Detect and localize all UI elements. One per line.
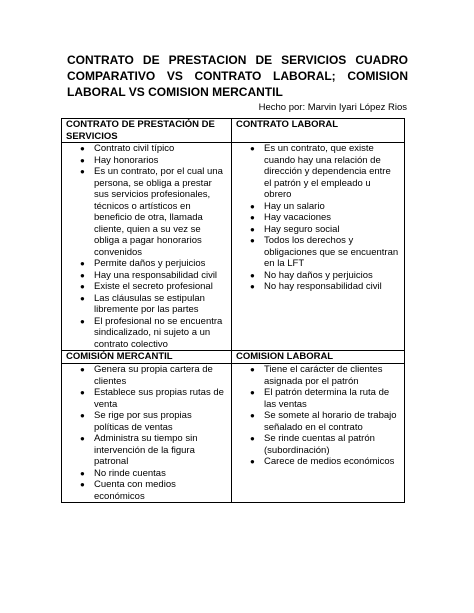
list-item [236,224,400,236]
bullet-icon: ● [250,411,255,420]
list-item [66,468,227,480]
bullet-list [66,143,227,350]
bullet-icon: ● [250,365,255,374]
bullet-icon: ● [80,293,85,303]
bullet-icon: ● [80,388,85,397]
list-item-text: Se rinde cuentas al patrón (subordinación) [264,433,375,456]
list-item [236,433,400,456]
list-item [66,410,227,433]
list-item [236,410,400,433]
bullet-icon: ● [80,282,85,291]
bullet-icon: ● [80,270,85,280]
list-item-text: Establece sus propias rutas de venta [94,387,224,410]
list-item [236,235,400,270]
bullet-icon: ● [80,365,85,374]
bullet-icon: ● [80,155,85,165]
list-item-text: Administra su tiempo sin intervención de la figura patronal [94,433,198,467]
list-item [66,316,227,351]
list-item [66,433,227,468]
list-item-text: Hay honorarios [94,154,159,166]
list-item [236,281,400,293]
list-item-text: El profesional no se encuentra sindicalizado, ni sujeto a un contrato colectivo [94,315,223,350]
list-item [66,293,227,316]
bullet-icon: ● [80,434,85,443]
list-item-text: Carece de medios económicos [264,456,395,467]
table-header-row-2 [62,351,405,364]
list-item-text: Las cláusulas se estipulan libremente por las partes [94,292,205,315]
list-item [236,201,400,213]
list-item-text: No hay responsabilidad civil [264,281,382,292]
list-item-text: Hay un salario [264,200,325,212]
list-item [236,387,400,410]
list-item-text: No rinde cuentas [94,467,166,479]
bullet-icon: ● [250,270,255,280]
bullet-icon: ● [250,224,255,234]
list-item [66,143,227,155]
list-item-text: Es un contrato, por el cual una persona, se obliga a prestar sus servicios profesionales, técnicos o artísticos en beneficio de otra, llamada cliente, quien a su vez se obliga a pagar honorarios convenidos [94,166,223,258]
list-item [66,281,227,293]
bullet-list [66,364,227,502]
bullet-icon: ● [250,457,255,466]
comparison-table [61,118,405,503]
bullet-icon: ● [80,480,85,489]
list-item [236,456,400,468]
list-item [66,479,227,502]
list-item-text: Se somete al horario de trabajo señalado en el contrato [264,410,397,433]
header-cell-comision-mercantil [62,351,232,364]
list-item-text: Existe el secreto profesional [94,281,213,292]
bullet-icon: ● [250,144,255,153]
list-item-text: Todos los derechos y obligaciones que se encuentran en la LFT [264,235,399,269]
list-item [236,212,400,224]
list-item-text: Se rige por sus propias políticas de ventas [94,410,192,433]
list-item-text: Es un contrato, que existe cuando hay una relación de dirección y dependencia entre el patrón y el empleado u obrero [264,143,391,200]
author-line: Hecho por: Marvin Iyari López Rios [258,102,407,113]
cell-laboral-items [232,143,405,351]
bullet-list [236,364,400,468]
list-item-text: Hay vacaciones [264,212,332,223]
bullet-icon: ● [80,167,85,176]
bullet-icon: ● [80,468,85,478]
table-row-2 [62,364,405,503]
bullet-icon: ● [80,411,85,420]
list-item-text: No hay daños y perjuicios [264,269,373,281]
cell-servicios-items [62,143,232,351]
column-heading: COMISION LABORAL [236,351,334,362]
bullet-icon: ● [80,144,85,153]
document-title: CONTRATO DE PRESTACION DE SERVICIOS CUADRO COMPARATIVO VS CONTRATO LABORAL; COMISION LABORAL VS COMISION MERCANTIL [67,53,408,99]
list-item-text: Contrato civil típico [94,143,175,154]
cell-mercantil-items [62,364,232,503]
bullet-icon: ● [250,434,255,443]
cell-comision-laboral-items [232,364,405,503]
column-heading: CONTRATO LABORAL [236,119,339,130]
header-cell-servicios [62,119,232,143]
bullet-icon: ● [250,388,255,397]
list-item-text: El patrón determina la ruta de las ventas [264,387,390,410]
column-heading: COMISIÓN MERCANTIL [66,351,173,362]
list-item [66,270,227,282]
bullet-icon: ● [80,259,85,268]
list-item-text: Permite daños y perjuicios [94,258,206,269]
list-item [66,364,227,387]
list-item-text: Hay una responsabilidad civil [94,269,218,281]
bullet-icon: ● [250,201,255,211]
bullet-list [236,143,400,293]
list-item-text: Genera su propia cartera de clientes [94,364,213,387]
list-item-text: Hay seguro social [264,223,340,235]
list-item [66,155,227,167]
list-item-text: Tiene el carácter de clientes asignada por el patrón [264,364,383,387]
list-item [66,166,227,258]
column-heading: CONTRATO DE PRESTACIÓN DE SERVICIOS [66,119,215,142]
list-item [236,143,400,201]
header-cell-laboral [232,119,405,143]
bullet-icon: ● [250,282,255,291]
bullet-icon: ● [80,316,85,326]
list-item [236,364,400,387]
bullet-icon: ● [250,236,255,245]
header-cell-comision-laboral [232,351,405,364]
table-header-row-1 [62,119,405,143]
list-item [66,258,227,270]
list-item [236,270,400,282]
bullet-icon: ● [250,213,255,222]
list-item [66,387,227,410]
list-item-text: Cuenta con medios económicos [94,479,176,502]
table-row-1 [62,143,405,351]
